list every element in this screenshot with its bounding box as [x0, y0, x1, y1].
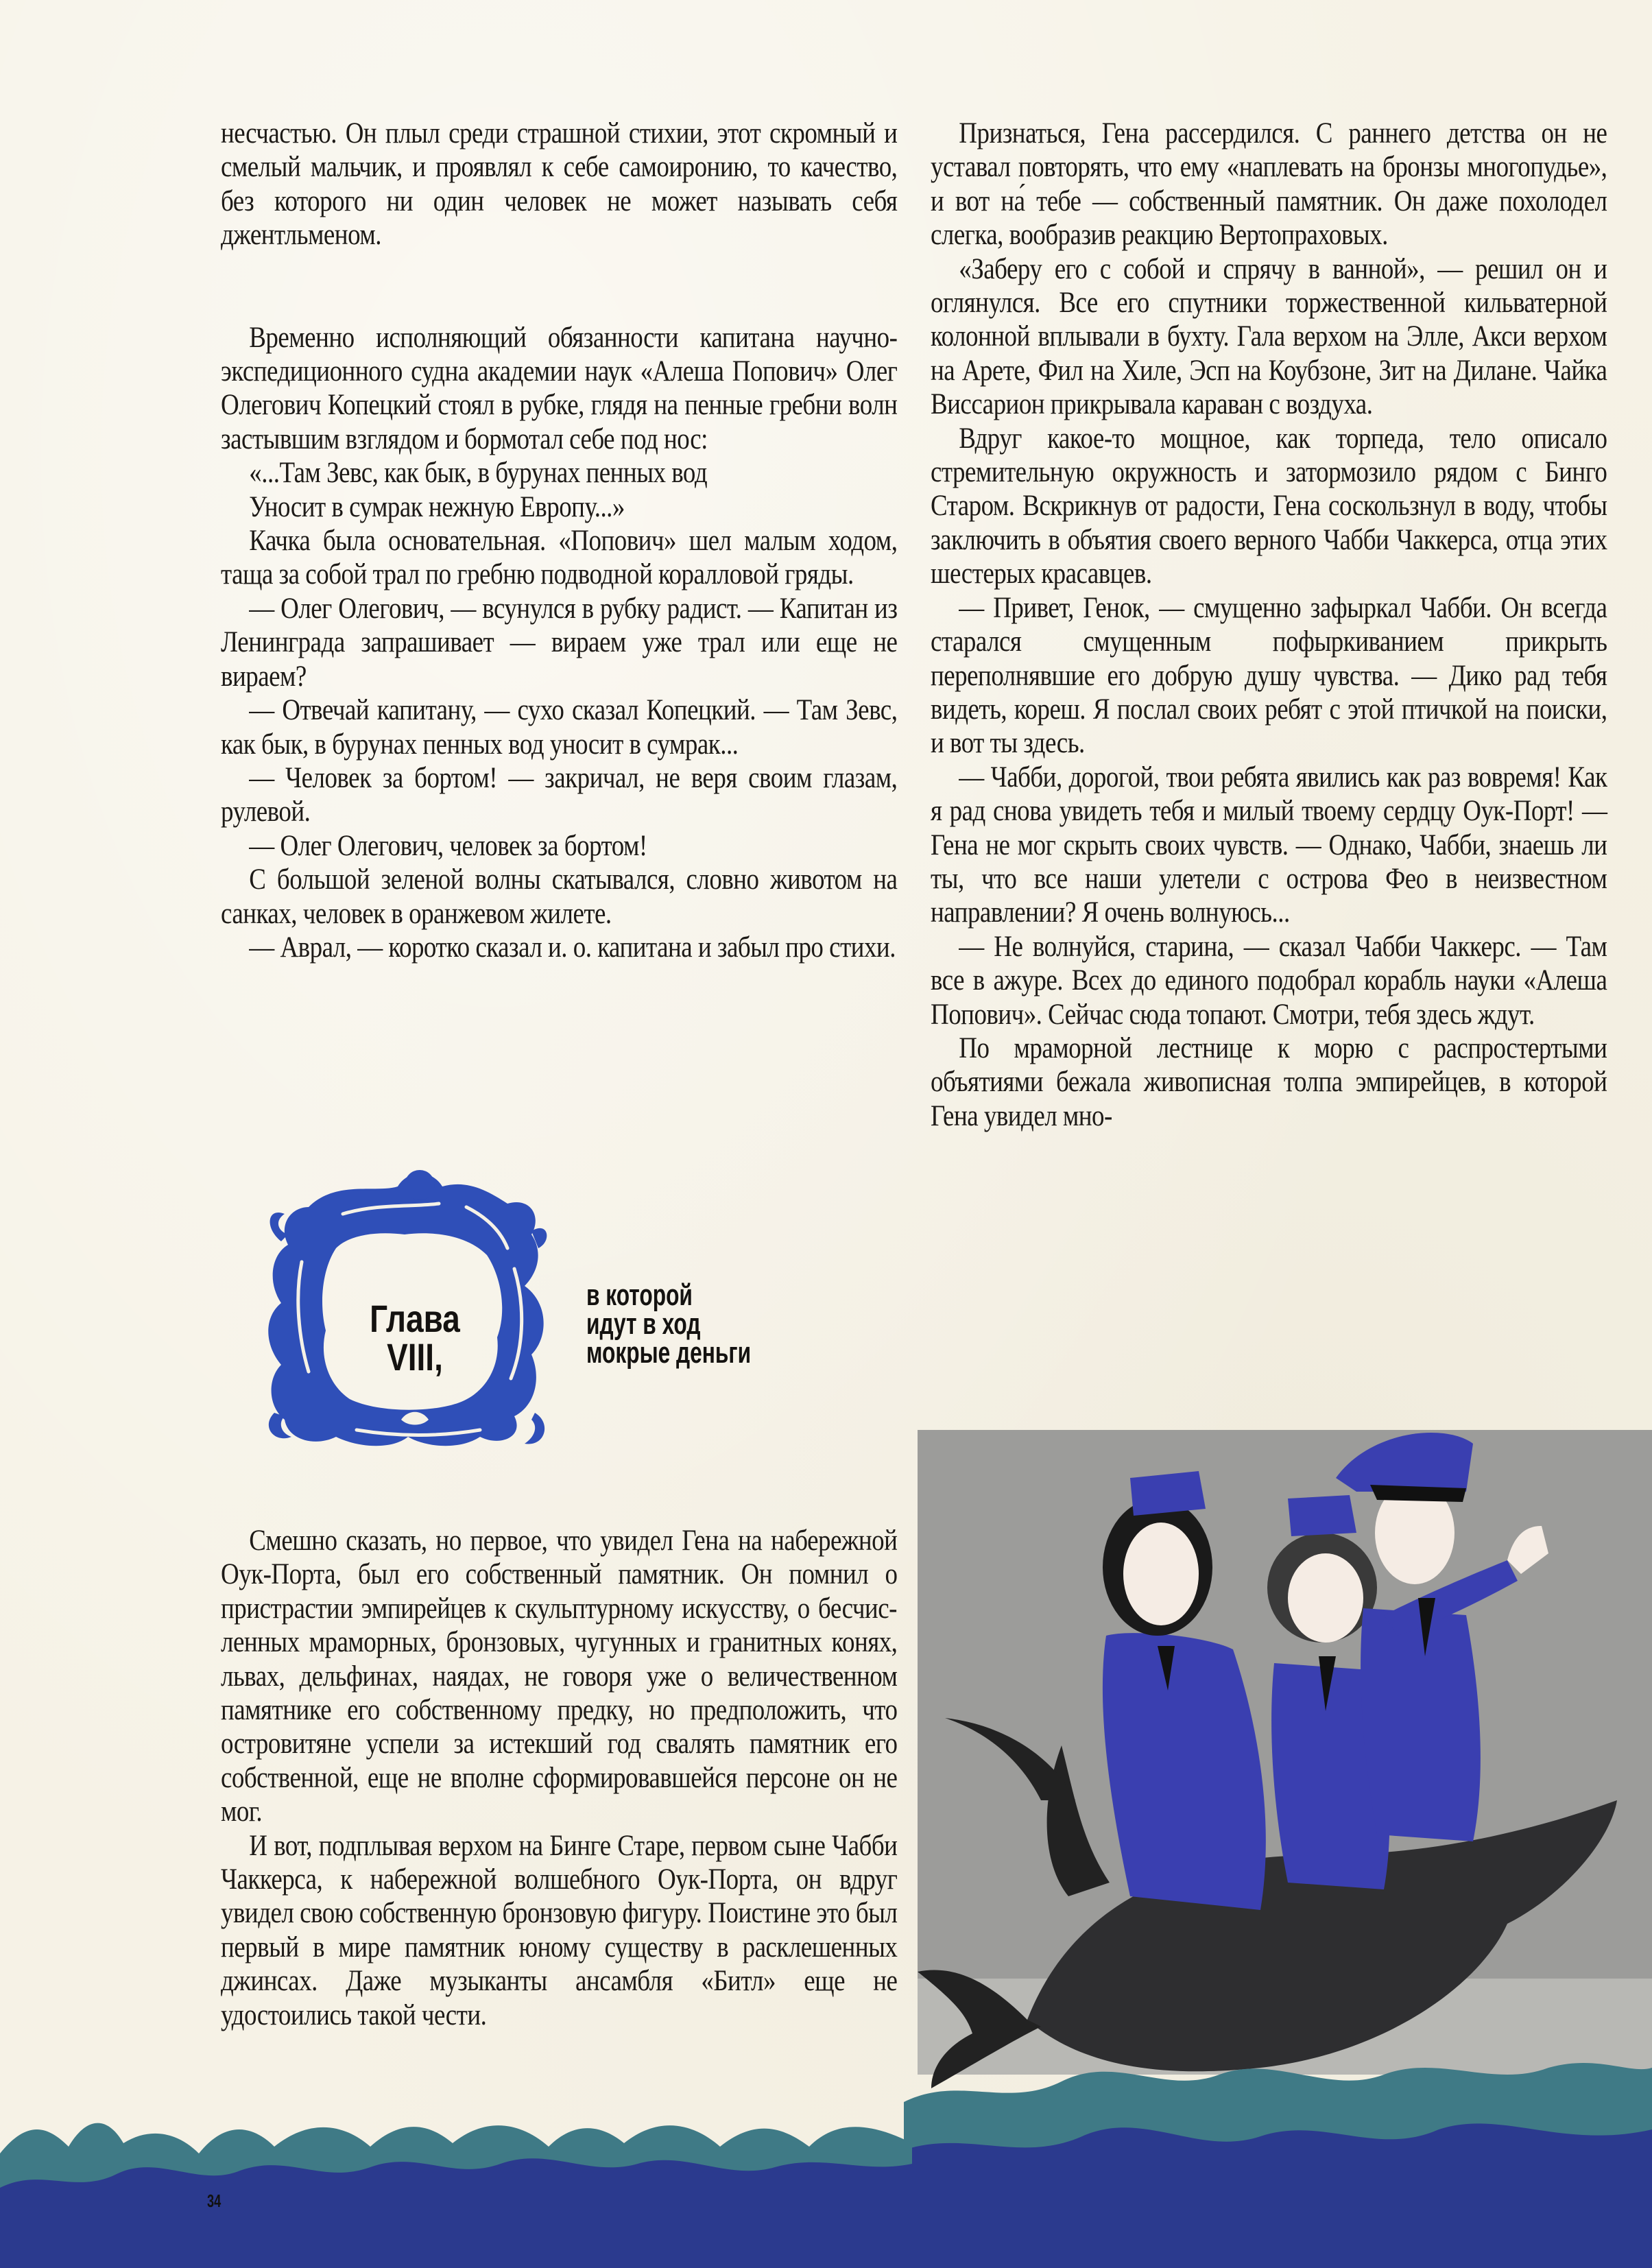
- paragraph: — Олег Олегович, человек за бортом!: [249, 829, 647, 862]
- left-column-top: [221, 117, 897, 964]
- paragraph: Признаться, Гена рассердился. С раннего детства он не уставал повторять, что ему «наплевать на бронзы многопудье», и вот на́ тебе — собственный памятник. Он даже похолодел слегка, вообразив реакцию Вертопраховых.: [931, 117, 1607, 252]
- chapter-subtitle: [586, 1278, 752, 1370]
- paragraph: — Привет, Генок, — смущенно зафыркал Чабби. Он всегда старался смущенным пофыркиванием прикрыть переполнявшие его добрую душу чувства. — Дико рад тебя видеть, кореш. Я послал своих ребят с этой птичкой на поиски, и вот ты здесь.: [931, 591, 1607, 760]
- paragraph: несчастью. Он плыл среди страшной стихии, этот скромный и смелый мальчик, и проявлял к себе самоиронию, то качество, без которого ни один человек не может называть себя джентльменом.: [221, 117, 898, 252]
- paragraph: Временно исполняющий обязанности капитана научно-экспедиционного судна академии наук «Алеша Попович» Олег Олегович Копецкий стоял в рубке, глядя на пенные гребни волн застывшим взглядом и бормотал себе под нос:: [221, 321, 898, 455]
- paragraph: С большой зеленой волны скатывался, словно животом на санках, человек в оранжевом жилете.: [221, 863, 898, 930]
- illustration-waves: [904, 2063, 1652, 2268]
- paragraph: Смешно сказать, но первое, что увидел Гена на набережной Оук-Порта, был его собственный памятник. Он помнил о пристрастии эмпирейцев к скульптурному искусству, о бесчисленных мраморных, бронзовых, чугунных и гранитных конях, львах, дельфинах, наядах, не говоря уже о величественном памятнике его собственному предку, но предположить, что островитяне успели за истекший год свалять памятник его собственной, еще не вполне сформировавшейся персоне он не мог.: [221, 1525, 898, 1828]
- chapter-label-word: Глава: [370, 1297, 460, 1340]
- paragraph: — Человек за бортом! — закричал, не веря своим глазам, рулевой.: [221, 761, 898, 828]
- chapter-subtitle-line: в которой: [586, 1278, 693, 1312]
- chapter-subtitle-line: мокрые деньги: [586, 1336, 752, 1370]
- cap-icon: [1288, 1495, 1356, 1536]
- paragraph: — Аврал, — коротко сказал и. о. капитана и забыл про стихи.: [249, 931, 896, 964]
- chapter-subtitle-line: идут в ход: [586, 1307, 701, 1341]
- chapter-heading: [261, 1166, 912, 1468]
- cap-icon: [1130, 1471, 1206, 1516]
- page-number: 34: [207, 2191, 222, 2211]
- verse-line: Уносит в сумрак нежную Европу...»: [249, 490, 625, 523]
- paragraph: — Олег Олегович, — всунулся в рубку радист. — Капитан из Ленинграда запрашивает — вираем уже трал или еще не вираем?: [221, 592, 898, 693]
- right-column: [931, 117, 1607, 1133]
- illustration-crew-on-dolphin: [904, 1416, 1652, 2268]
- paragraph: «Заберу его с собой и спрячу в ванной», — решил он и оглянулся. Все его спутники торжественной кильватерной колонной вплывали в бухту. Гала верхом на Элле, Акси верхом на Арете, Фил на Хиле, Эсп на Коубзоне, Зит на Дилане. Чайка Виссарион прикрывала караван с воздуха.: [931, 252, 1607, 421]
- left-column-bottom: [221, 1524, 897, 2032]
- paragraph: — Не волнуйся, старина, — сказал Чабби Чаккерс. — Там все в ажуре. Всех до единого подобрал корабль науки «Алеша Попович». Сейчас сюда топают. Смотри, тебя здесь ждут.: [931, 930, 1607, 1031]
- paragraph: — Отвечай капитану, — сухо сказал Копецкий. — Там Зевс, как бык, в бурунах пенных вод уносит в сумрак...: [221, 694, 898, 761]
- chapter-roman-numeral: VIII,: [387, 1335, 443, 1378]
- paragraph: Качка была основательная. «Попович» шел малым ходом, таща за собой трал по гребню подводной коралловой гряды.: [221, 525, 898, 591]
- paragraph: — Чабби, дорогой, твои ребята явились как раз вовремя! Как я рад снова увидеть тебя и милый твоему сердцу Оук-Порт! — Гена не мог скрыть своих чувств. — Однако, Чабби, знаешь ли ты, что все наши улетели с острова Фео в неизвестном направлении? Я очень волнуюсь...: [931, 761, 1607, 929]
- sea-waves-decoration: [0, 2105, 912, 2268]
- paragraph: Вдруг какое-то мощное, как торпеда, тело описало стремительную окружность и затормозило рядом с Бинго Старом. Вскрикнув от радости, Гена соскользнул в воду, чтобы заключить в объятия своего верного Чабби Чаккерса, отца этих шестерых красавцев.: [931, 422, 1607, 590]
- paragraph: По мраморной лестнице к морю с распростертыми объятиями бежала живописная толпа эмпирейцев, в которой Гена увидел мно-: [931, 1031, 1607, 1132]
- verse-line: «...Там Зевс, как бык, в бурунах пенных вод: [249, 457, 708, 490]
- paragraph: И вот, подплывая верхом на Бинге Старе, первом сыне Чабби Чаккерса, к набережной волшебного Оук-Порта, он вдруг увидел свою собственную бронзовую фигуру. Поистине это был первый в мире памятник юному существу в расклешенных джинсах. Даже музыканты ансамбля «Битл» еще не удостоились такой чести.: [221, 1829, 898, 2031]
- chapter-number: [364, 1297, 466, 1378]
